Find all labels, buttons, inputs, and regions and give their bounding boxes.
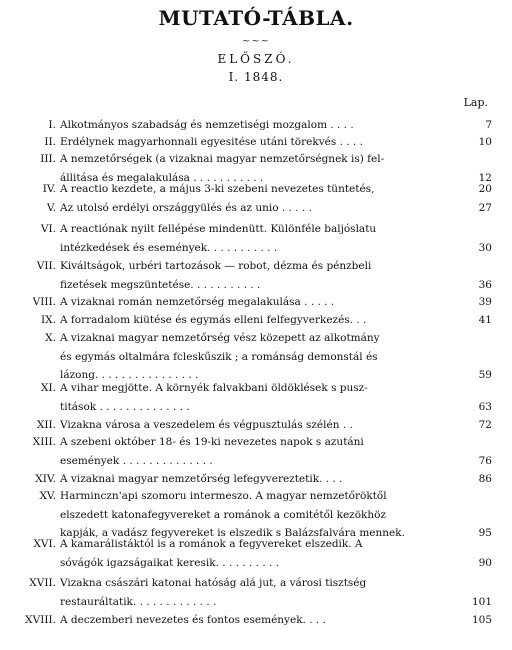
chapter-number: X. [45,332,56,344]
page-number: 12 [478,171,492,184]
chapter-number: IV. [42,183,56,195]
page-column-header: Lap. [463,96,488,109]
page-number: 27 [478,202,492,214]
chapter-title-line: sóvágók igazságaikat keresik. . . . . . . . . . [60,556,280,569]
chapter-number: III. [40,153,56,165]
chapter-number: VIII. [32,296,56,308]
page-number: 76 [478,454,492,467]
chapter-title-line: A forradalom kiütése és egymás elleni felfegyverkezés. . . [60,314,367,326]
page-number: 39 [478,296,492,308]
chapter-number: XVIII. [25,614,56,626]
page-number: 101 [471,595,492,608]
chapter-title-line: A nemzetőrségek (a vizaknai magyar nemzetőrségnek is) fel- [60,153,385,165]
chapter-title-line: A reactio kezdete, a május 3-ki szebeni nevezetes tüntetés, [60,183,375,195]
chapter-title-line: Harminczn'api szomoru intermeszo. A magyar nemzetőröktől [60,490,387,502]
chapter-title-line: titások . . . . . . . . . . . . . . [60,400,190,413]
chapter-number: I. [48,119,56,131]
page-title: MUTATÓ-TÁBLA. [158,6,354,30]
chapter-number: XVI. [33,538,56,550]
page-number: 10 [478,136,492,148]
page-number: 72 [478,419,492,431]
chapter-title-line: A vizaknai román nemzetőrség megalakulása . . . . . [60,296,335,308]
chapter-title-line: lázong. . . . . . . . . . . . . . . . [60,369,199,382]
page-number: 59 [478,369,492,382]
page-number: 7 [485,119,492,131]
page-number: 105 [471,614,492,626]
chapter-number: XIV. [35,473,56,485]
chapter-title-line: kapják, a vadász fegyvereket is elszedik s Balázsfalvára mennek. [60,527,405,540]
chapter-title-line: Vizakna városa a veszedelem és végpusztulás szélén . . [60,419,353,431]
part-heading: I. 1848. [228,70,284,84]
page-number: 41 [478,314,492,326]
chapter-title-line: A vizaknai magyar nemzetőrség lefegyvereztetik. . . . [60,473,343,485]
chapter-title-line: elszedett katonafegyvereket a románok a comitétől kezökhöz [60,508,387,521]
chapter-title-line: A szebeni október 18- és 19-ki nevezetes napok s azutáni [60,436,364,448]
page-number: 86 [478,473,492,485]
page-number: 63 [478,400,492,413]
chapter-title-line: A reactiónak nyilt fellépése mindenütt. Különféle baljóslatu [60,223,377,235]
chapter-title-line: Kiváltságok, urbéri tartozások — robot, dézma és pénzbeli [60,260,372,272]
chapter-number: XVII. [29,577,56,589]
chapter-number: VII. [36,260,56,272]
chapter-title-line: és egymás oltalmára fcleskűszik ; a románság demonstál és [60,350,378,363]
chapter-title-line: A kamarálistáktól is a románok a fegyvereket elszedik. A [60,538,363,550]
page-number: 36 [478,278,492,291]
page-number: 20 [478,183,492,195]
chapter-title-line: Vizakna császári katonai hatóság alá jut, a városi tisztség [60,577,367,589]
chapter-number: VI. [40,223,56,235]
chapter-title-line: események . . . . . . . . . . . . . . [60,454,213,467]
chapter-number: XII. [36,419,56,431]
chapter-title-line: A vihar megjötte. A környék falvakbani öldöklések s pusz- [60,382,368,394]
chapter-number: IX. [41,314,56,326]
chapter-number: XIII. [32,436,56,448]
chapter-title-line: A deczemberi nevezetes és fontos események. . . . [60,614,326,626]
chapter-title-line: intézkedések és események. . . . . . . . . . . [60,241,278,254]
chapter-title-line: Az utolsó erdélyi országgyülés és az unio . . . . . [60,202,312,214]
chapter-number: XV. [39,490,56,502]
chapter-number: II. [44,136,56,148]
chapter-title-line: Alkotmányos szabadság és nemzetiségi mozgalom . . . . [60,119,354,131]
page-number: 30 [478,241,492,254]
chapter-title-line: Erdélynek magyarhonnali egyesitése utáni törekvés . . . . [60,136,363,148]
chapter-number: XI. [41,382,56,394]
chapter-title-line: restauráltatik. . . . . . . . . . . . . [60,595,217,608]
chapter-title-line: fizetések megszüntetése. . . . . . . . . . . [60,278,261,291]
section-subtitle: ELŐSZÓ. [217,52,295,66]
title-ornament: ~~~ [241,36,271,47]
page-number: 90 [478,556,492,569]
chapter-title-line: A vizaknai magyar nemzetőrség vész közepett az alkotmány [60,332,380,344]
chapter-title-line: állitása és megalakulása . . . . . . . . . . . [60,171,264,184]
page-number: 95 [478,527,492,540]
chapter-number: V. [46,202,56,214]
